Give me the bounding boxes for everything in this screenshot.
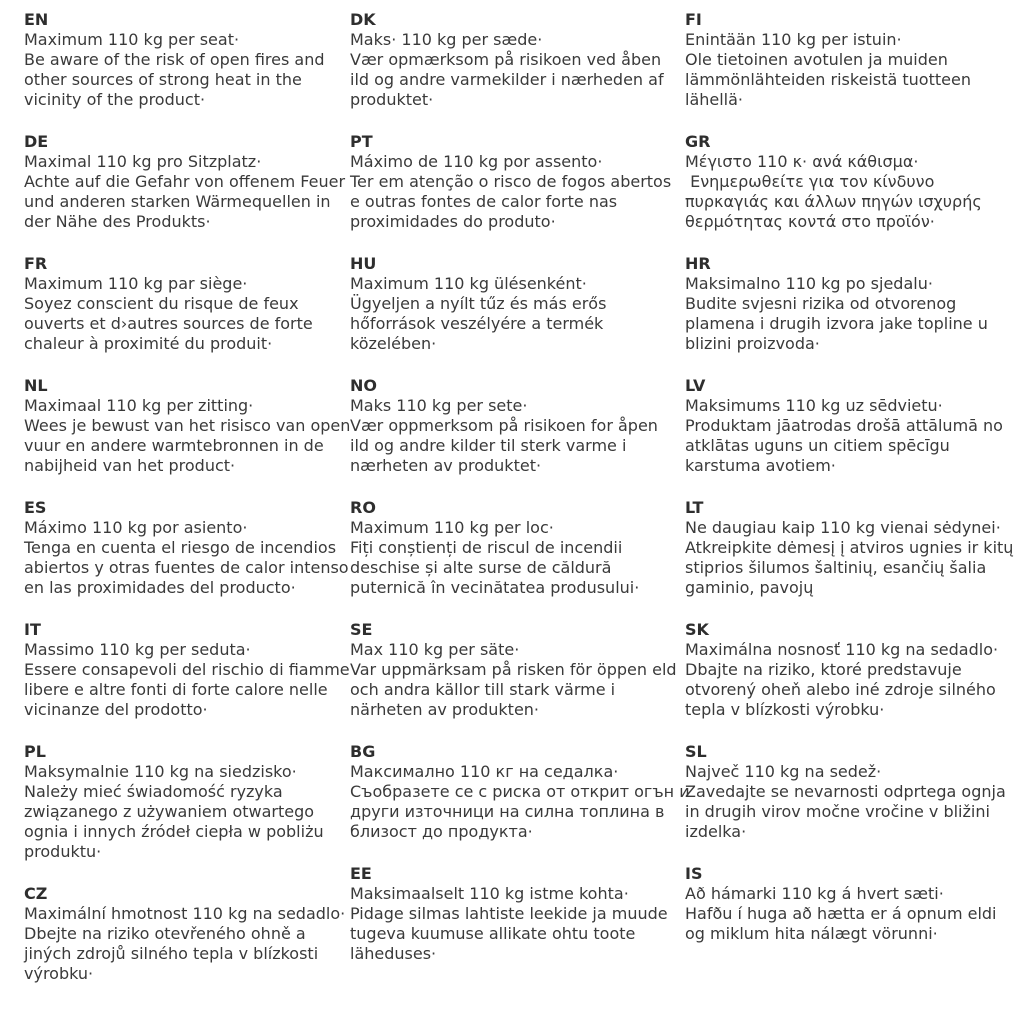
language-code-label: NL — [24, 376, 48, 395]
language-section-ee — [350, 864, 685, 964]
language-code-label: SK — [685, 620, 709, 639]
language-section-ro — [350, 498, 685, 598]
instruction-line: und anderen starken Wärmequellen in — [24, 192, 331, 211]
instruction-line: közelében· — [350, 334, 437, 353]
instruction-line: Max 110 kg per säte· — [350, 640, 520, 659]
instruction-line: Achte auf die Gefahr von offenem Feuer — [24, 172, 346, 191]
instruction-line: Budite svjesni rizika od otvorenog — [685, 294, 957, 313]
instruction-line: ognia i innych źródeł ciepła w pobliżu — [24, 822, 324, 841]
instruction-line: Maximal 110 kg pro Sitzplatz· — [24, 152, 262, 171]
language-section-se — [350, 620, 685, 720]
language-section-hr — [685, 254, 1024, 354]
instruction-line: związanego z używaniem otwartego — [24, 802, 315, 821]
instruction-line: πυρκαγιάς και άλλων πηγών ισχυρής — [685, 192, 982, 211]
language-code-label: GR — [685, 132, 711, 151]
instruction-line: Fiți conștienți de riscul de incendii — [350, 538, 623, 557]
language-section-en — [24, 10, 350, 110]
language-code-label: RO — [350, 498, 376, 517]
language-code-label: PL — [24, 742, 46, 761]
instruction-line: други източници на силна топлина в — [350, 802, 665, 821]
instruction-line: libere e altre fonti di forte calore nelle — [24, 680, 328, 699]
language-section-fi — [685, 10, 1024, 110]
instruction-line: Maks 110 kg per sete· — [350, 396, 528, 415]
instruction-line: Največ 110 kg na sedež· — [685, 762, 882, 781]
instruction-line: nærheten av produktet· — [350, 456, 542, 475]
language-code-label: BG — [350, 742, 376, 761]
instruction-line: och andra källor till stark värme i — [350, 680, 616, 699]
instruction-line: Ole tietoinen avotulen ja muiden — [685, 50, 948, 69]
instruction-line: Massimo 110 kg per seduta· — [24, 640, 251, 659]
instruction-line: близост до продукта· — [350, 822, 533, 841]
column-2 — [350, 10, 690, 986]
instruction-line: Maksimaalselt 110 kg istme kohta· — [350, 884, 629, 903]
instruction-line: Ter em atenção o risco de fogos abertos — [350, 172, 672, 191]
instruction-line: Var uppmärksam på risken för öppen eld — [350, 660, 677, 679]
instruction-line: produktet· — [350, 90, 434, 109]
instruction-line: Съобразете се с риска от открит огън и — [350, 782, 690, 801]
language-code-label: HR — [685, 254, 711, 273]
instruction-line: Ügyeljen a nyílt tűz és más erős — [350, 294, 607, 313]
instruction-line: Zavedajte se nevarnosti odprtega ognja — [685, 782, 1006, 801]
instruction-line: Maksimums 110 kg uz sēdvietu· — [685, 396, 943, 415]
instruction-line: Максимално 110 кг на седалка· — [350, 762, 619, 781]
instruction-line: θερμότητας κοντά στο προϊόν· — [685, 212, 935, 231]
instruction-line: Dbajte na riziko, ktoré predstavuje — [685, 660, 962, 679]
instruction-line: výrobku· — [24, 964, 94, 983]
instruction-line: Maksimalno 110 kg po sjedalu· — [685, 274, 933, 293]
instruction-line: vicinity of the product· — [24, 90, 206, 109]
language-section-no — [350, 376, 685, 476]
instruction-line: izdelka· — [685, 822, 747, 841]
language-section-de — [24, 132, 350, 232]
instruction-line: Að hámarki 110 kg á hvert sæti· — [685, 884, 944, 903]
instruction-line: proximidades do produto· — [350, 212, 556, 231]
instruction-line: Maximum 110 kg per seat· — [24, 30, 240, 49]
instruction-line: tepla v blízkosti výrobku· — [685, 700, 885, 719]
instruction-line: vuur en andere warmtebronnen in de — [24, 436, 324, 455]
instruction-line: plamena i drugih izvora jake topline u — [685, 314, 988, 333]
instruction-line: other sources of strong heat in the — [24, 70, 302, 89]
instruction-line: Maximaal 110 kg per zitting· — [24, 396, 254, 415]
instruction-line: deschise și alte surse de căldură — [350, 558, 612, 577]
instruction-line: in drugih virov močne vročine v bližini — [685, 802, 990, 821]
language-section-is — [685, 864, 1024, 944]
instruction-line: Μέγιστο 110 κ· ανά κάθισμα· — [685, 152, 919, 171]
instruction-line: og miklum hita nálægt vörunni· — [685, 924, 938, 943]
instruction-line: Maks· 110 kg per sæde· — [350, 30, 543, 49]
instruction-line: puternică în vecinătatea produsului· — [350, 578, 640, 597]
instruction-line: jiných zdrojů silného tepla v blízkosti — [24, 944, 319, 963]
language-code-label: FI — [685, 10, 702, 29]
instruction-line: Máximo de 110 kg por assento· — [350, 152, 603, 171]
instruction-line: produktu· — [24, 842, 102, 861]
instruction-line: chaleur à proximité du produit· — [24, 334, 273, 353]
instruction-line: Maximální hmotnost 110 kg na sedadlo· — [24, 904, 346, 923]
instruction-line: Ne daugiau kaip 110 kg vienai sėdynei· — [685, 518, 1001, 537]
language-code-label: IS — [685, 864, 703, 883]
instruction-line: Essere consapevoli del rischio di fiamme — [24, 660, 350, 679]
language-code-label: LV — [685, 376, 706, 395]
instruction-line: Atkreipkite dėmesį į atviros ugnies ir kitų — [685, 538, 1014, 557]
language-section-fr — [24, 254, 350, 354]
column-1 — [24, 10, 350, 1006]
language-section-cz — [24, 884, 350, 984]
language-section-pl — [24, 742, 350, 862]
instruction-line: ild og andre varmekilder i nærheden af — [350, 70, 664, 89]
instruction-line: lämmönlähteiden riskeistä tuotteen — [685, 70, 971, 89]
instruction-line: Maximum 110 kg per loc· — [350, 518, 554, 537]
instruction-line: Tenga en cuenta el riesgo de incendios — [24, 538, 337, 557]
instruction-line: Produktam jāatrodas drošā attālumā no — [685, 416, 1003, 435]
language-code-label: NO — [350, 376, 377, 395]
instruction-line: Maximálna nosnosť 110 kg na sedadlo· — [685, 640, 999, 659]
instruction-line: Máximo 110 kg por asiento· — [24, 518, 248, 537]
instruction-line: Be aware of the risk of open fires and — [24, 50, 325, 69]
instruction-line: karstuma avotiem· — [685, 456, 836, 475]
instruction-line: Soyez conscient du risque de feux — [24, 294, 299, 313]
language-code-label: ES — [24, 498, 47, 517]
instruction-line: lähellä· — [685, 90, 744, 109]
instruction-line: vicinanze del prodotto· — [24, 700, 208, 719]
instruction-line: der Nähe des Produkts· — [24, 212, 211, 231]
instruction-line: Hafðu í huga að hætta er á opnum eldi — [685, 904, 997, 923]
instruction-line: hőforrások veszélyére a termék — [350, 314, 604, 333]
instruction-line: Dbejte na riziko otevřeného ohně a — [24, 924, 306, 943]
instruction-line: abiertos y otras fuentes de calor intenso — [24, 558, 349, 577]
instruction-line: Vær opmærksom på risikoen ved åben — [350, 50, 662, 69]
language-code-label: HU — [350, 254, 377, 273]
instruction-line: Maximum 110 kg par siège· — [24, 274, 248, 293]
column-3 — [685, 10, 1024, 966]
language-code-label: EE — [350, 864, 372, 883]
instruction-line: gaminio, pavojų — [685, 578, 814, 597]
language-code-label: SE — [350, 620, 373, 639]
language-section-it — [24, 620, 350, 720]
language-section-es — [24, 498, 350, 598]
language-section-sk — [685, 620, 1024, 720]
instruction-line: Maksymalnie 110 kg na siedzisko· — [24, 762, 297, 781]
language-code-label: IT — [24, 620, 41, 639]
language-section-gr — [685, 132, 1024, 232]
language-section-nl — [24, 376, 350, 476]
language-section-hu — [350, 254, 685, 354]
instruction-line: Vær oppmerksom på risikoen for åpen — [350, 416, 658, 435]
instruction-line: atklātas uguns un citiem spēcīgu — [685, 436, 950, 455]
instruction-line: stiprios šilumos šaltinių, esančių šalia — [685, 558, 987, 577]
language-code-label: DE — [24, 132, 49, 151]
language-code-label: SL — [685, 742, 707, 761]
instruction-line: Enintään 110 kg per istuin· — [685, 30, 902, 49]
language-code-label: EN — [24, 10, 49, 29]
language-section-dk — [350, 10, 685, 110]
instruction-line: e outras fontes de calor forte nas — [350, 192, 618, 211]
instruction-line: ouverts et d›autres sources de forte — [24, 314, 313, 333]
language-section-pt — [350, 132, 685, 232]
instruction-line: ild og andre kilder til sterk varme i — [350, 436, 627, 455]
language-code-label: CZ — [24, 884, 48, 903]
instruction-line: närheten av produkten· — [350, 700, 540, 719]
language-section-lv — [685, 376, 1024, 476]
instruction-line: en las proximidades del producto· — [24, 578, 296, 597]
language-code-label: DK — [350, 10, 376, 29]
instruction-line: blizini proizvoda· — [685, 334, 820, 353]
instruction-line: tugeva kuumuse allikate ohtu toote — [350, 924, 636, 943]
instruction-line: Wees je bewust van het risisco van open — [24, 416, 351, 435]
language-code-label: PT — [350, 132, 373, 151]
language-section-lt — [685, 498, 1024, 598]
language-code-label: LT — [685, 498, 704, 517]
instruction-line: Maximum 110 kg ülésenként· — [350, 274, 587, 293]
instruction-line: Należy mieć świadomość ryzyka — [24, 782, 283, 801]
instruction-line: nabijheid van het product· — [24, 456, 236, 475]
instruction-line: Pidage silmas lahtiste leekide ja muude — [350, 904, 668, 923]
instruction-line: läheduses· — [350, 944, 437, 963]
language-section-bg — [350, 742, 690, 842]
instruction-line: Ενημερωθείτε για τον κίνδυνο — [685, 172, 935, 191]
language-section-sl — [685, 742, 1024, 842]
instruction-line: otvorený oheň alebo iné zdroje silného — [685, 680, 996, 699]
language-code-label: FR — [24, 254, 48, 273]
